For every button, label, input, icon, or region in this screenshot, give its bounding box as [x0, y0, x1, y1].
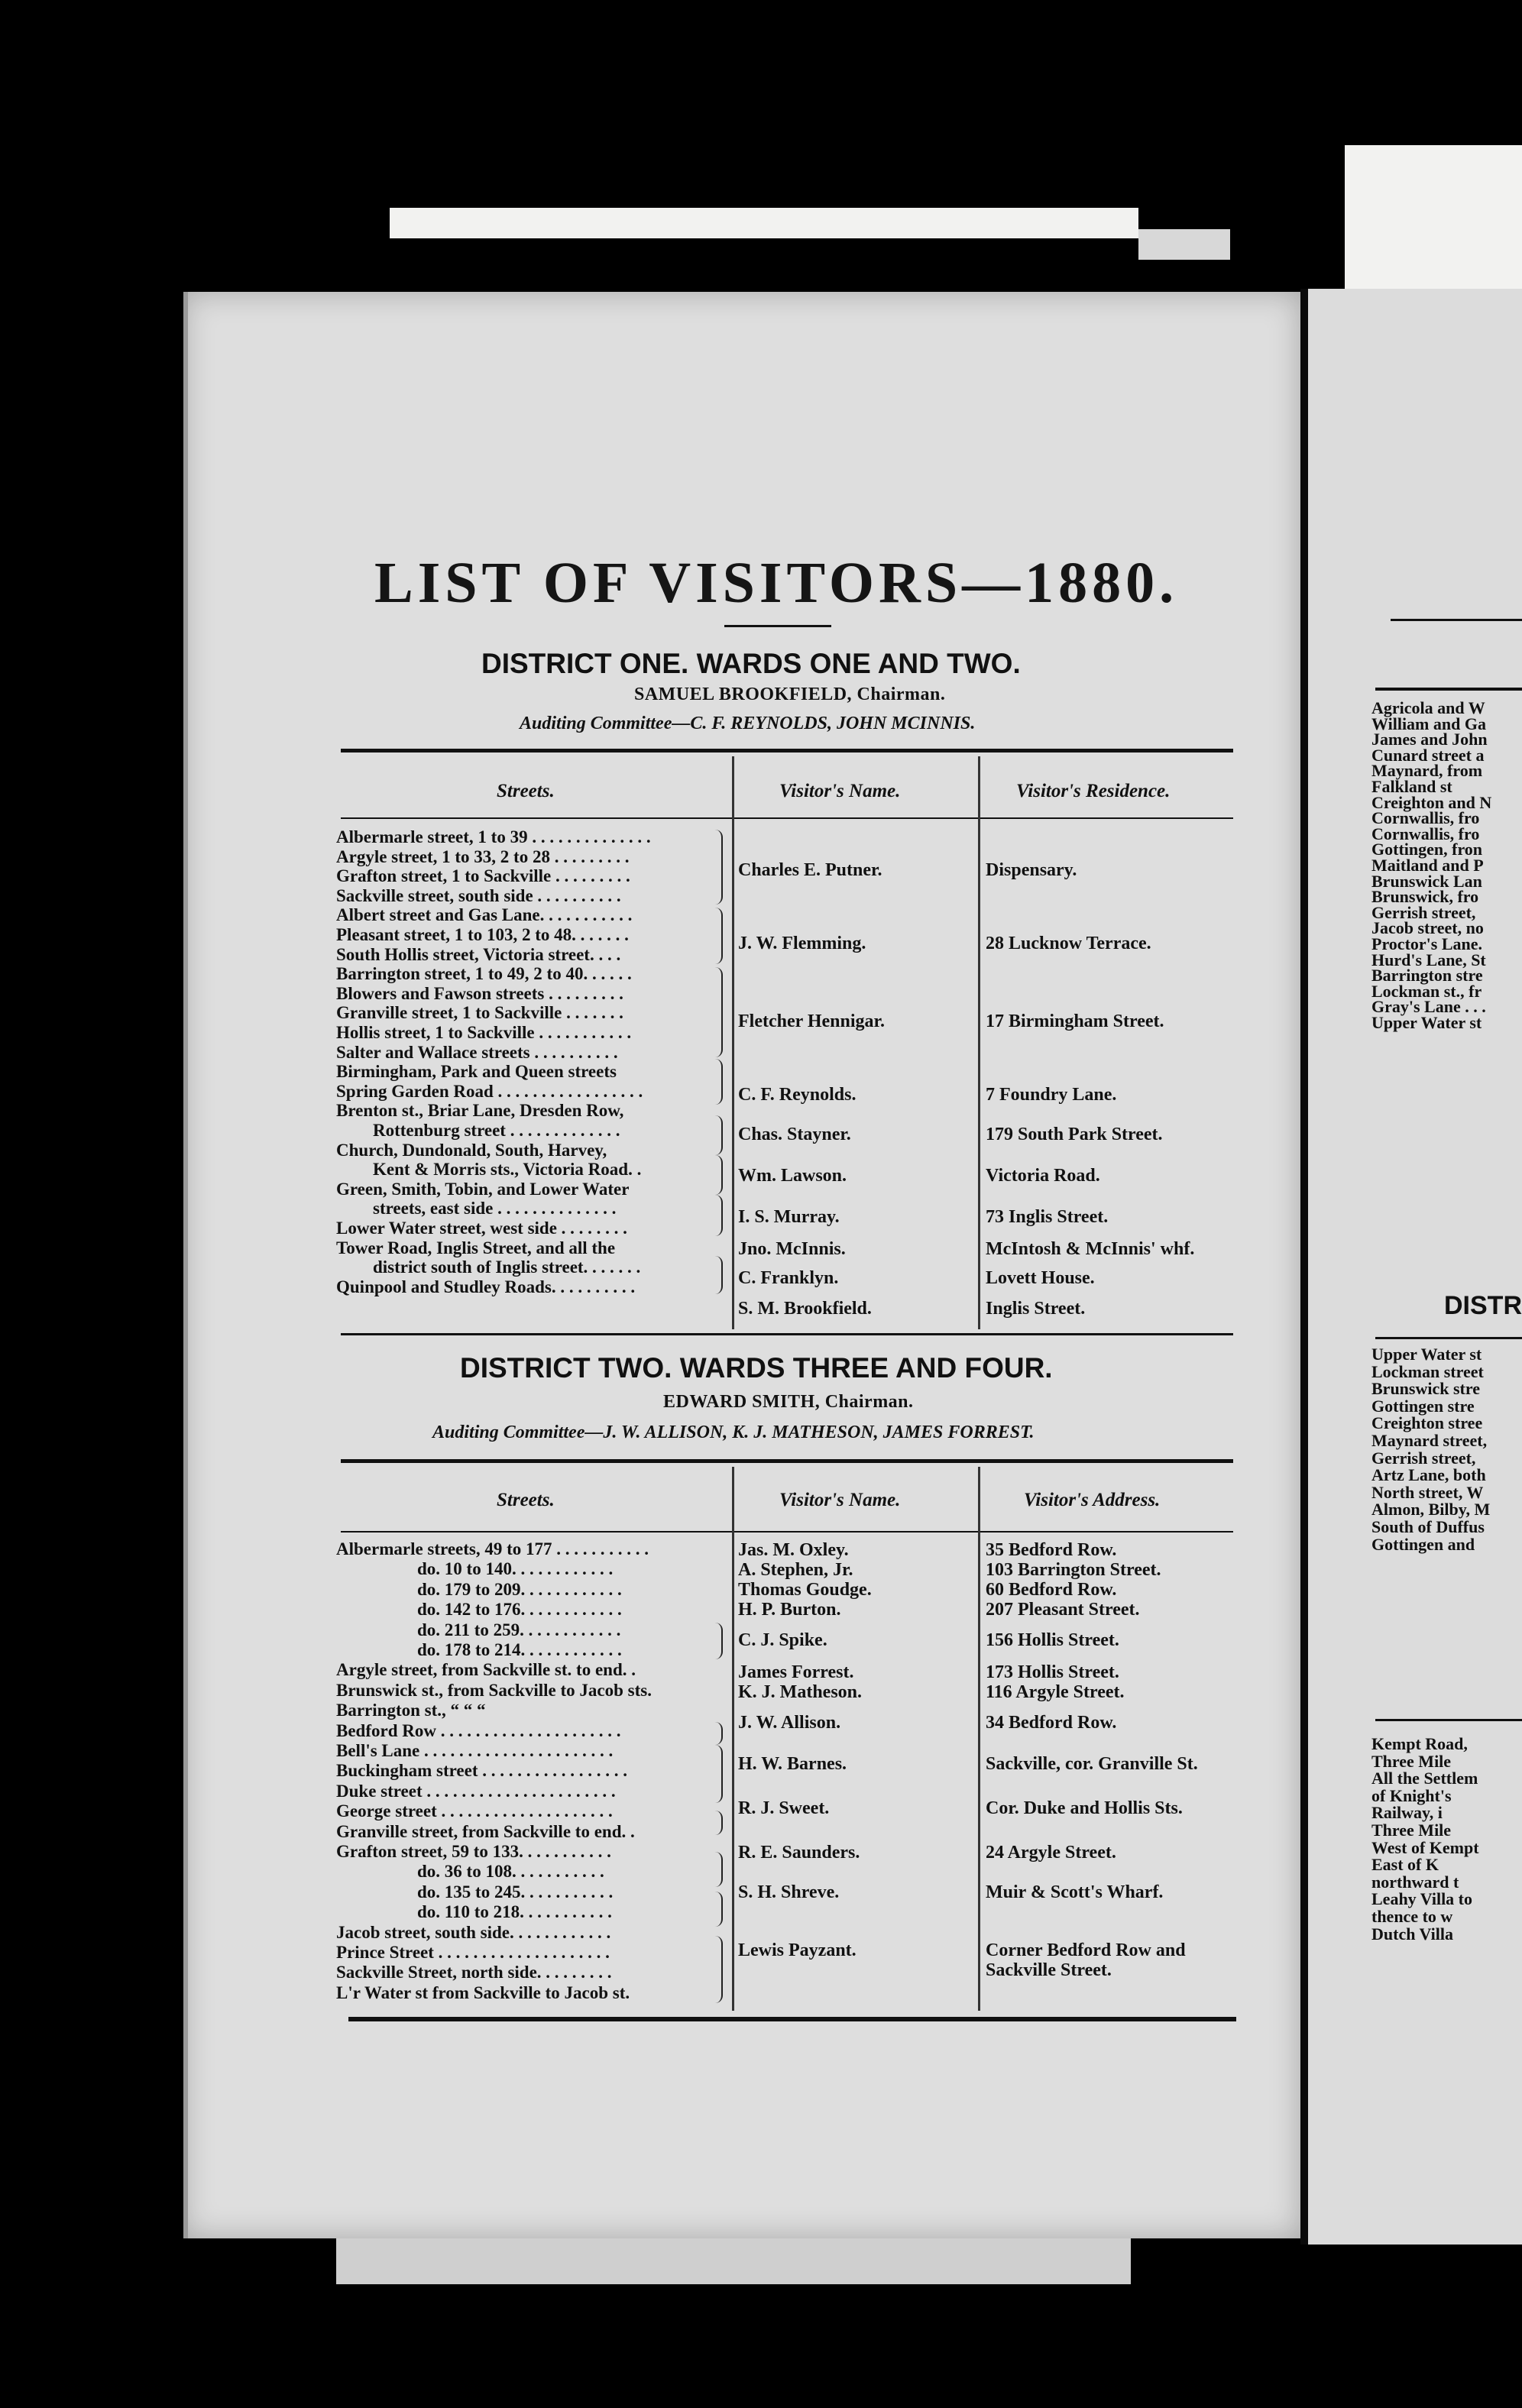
right-page-line: of Knight's — [1371, 1785, 1452, 1805]
right-page-line: Almon, Bilby, M — [1371, 1500, 1491, 1520]
street-row: do. 211 to 259. . . . . . . . . . . . — [417, 1620, 621, 1639]
visitor-address: 173 Hollis Street. — [986, 1662, 1119, 1682]
visitor-address: 35 Bedford Row. — [986, 1540, 1117, 1560]
bracket — [715, 830, 723, 905]
visitor-name: H. W. Barnes. — [738, 1754, 847, 1774]
right-page-line: Gottingen stre — [1371, 1396, 1475, 1416]
street-row: Buckingham street . . . . . . . . . . . . . . . . . — [336, 1761, 627, 1781]
visitor-address: Corner Bedford Row and — [986, 1940, 1186, 1960]
visitor-residence: Dispensary. — [986, 860, 1077, 880]
right-page-line: Brunswick, fro — [1371, 887, 1479, 907]
visitor-address: Cor. Duke and Hollis Sts. — [986, 1798, 1183, 1818]
district-two-col-divider-2 — [978, 1467, 980, 2011]
street-row: Argyle street, 1 to 33, 2 to 28 . . . . . . . . . — [336, 846, 630, 866]
street-row: Pleasant street, 1 to 103, 2 to 48. . . . . . . — [336, 925, 629, 944]
visitor-name: Wm. Lawson. — [738, 1166, 847, 1186]
right-page-line: Gray's Lane . . . — [1371, 997, 1486, 1017]
page-edge — [183, 292, 188, 2238]
street-row: Albermarle street, 1 to 39 . . . . . . . . . . . . . . — [336, 827, 651, 846]
visitor-address: 24 Argyle Street. — [986, 1843, 1116, 1863]
visitor-name: K. J. Matheson. — [738, 1682, 862, 1702]
street-row: Tower Road, Inglis Street, and all the — [336, 1238, 616, 1257]
street-row: Albert street and Gas Lane. . . . . . . . . . . — [336, 905, 633, 925]
visitor-name: R. J. Sweet. — [738, 1798, 830, 1818]
right-page-line: William and Ga — [1371, 714, 1486, 733]
street-row: Grafton street, 59 to 133. . . . . . . . . . . — [336, 1842, 611, 1861]
right-page-line: Gottingen, fron — [1371, 840, 1483, 859]
street-row: George street . . . . . . . . . . . . . . . . . . . . — [336, 1801, 613, 1821]
street-row: do. 110 to 218. . . . . . . . . . . — [417, 1902, 612, 1922]
background-paper-right — [1345, 145, 1522, 298]
visitor-name: Fletcher Hennigar. — [738, 1011, 885, 1031]
bracket — [715, 1852, 723, 1887]
bracket — [715, 1115, 723, 1155]
bracket — [715, 1155, 723, 1195]
street-row: Blowers and Fawson streets . . . . . . . . . — [336, 983, 623, 1003]
visitor-name: Chas. Stayner. — [738, 1125, 851, 1144]
right-page-line: Cunard street a — [1371, 745, 1485, 765]
district-two-col-name: Visitor's Name. — [779, 1490, 901, 1510]
street-row: Granville street, 1 to Sackville . . . . . . . — [336, 1003, 623, 1023]
right-page-line: South of Duffus — [1371, 1517, 1485, 1536]
visitor-name: S. H. Shreve. — [738, 1882, 840, 1902]
visitor-name: Thomas Goudge. — [738, 1580, 872, 1600]
visitor-name: Charles E. Putner. — [738, 860, 882, 880]
district-two-col-streets: Streets. — [497, 1490, 555, 1510]
right-page-rule-4 — [1375, 1719, 1522, 1721]
right-page-line: Gottingen and — [1371, 1534, 1475, 1554]
visitor-residence: 73 Inglis Street. — [986, 1207, 1109, 1227]
visitor-address: Sackville, cor. Granville St. — [986, 1754, 1198, 1774]
district-one-col-streets: Streets. — [497, 781, 555, 801]
visitor-residence: Lovett House. — [986, 1268, 1095, 1288]
street-row: Hollis street, 1 to Sackville . . . . . . . . . . . — [336, 1023, 632, 1042]
street-row: Rottenburg street . . . . . . . . . . . . . — [373, 1121, 620, 1140]
visitor-name: Jas. M. Oxley. — [738, 1540, 849, 1560]
street-row: Barrington street, 1 to 49, 2 to 40. . . . . . — [336, 964, 632, 984]
district-two-header-rule — [341, 1531, 1233, 1533]
right-page-line: East of K — [1371, 1855, 1439, 1875]
right-page-line: All the Settlem — [1371, 1769, 1478, 1788]
street-row: Bedford Row . . . . . . . . . . . . . . . . . . . . . — [336, 1720, 621, 1740]
street-row: Grafton street, 1 to Sackville . . . . . . . . . — [336, 866, 630, 886]
right-page-line: northward t — [1371, 1872, 1459, 1892]
background-paper-left — [390, 208, 1138, 238]
street-row: Sackville street, south side . . . . . . . . . . — [336, 885, 621, 905]
district-one-heading: DISTRICT ONE. WARDS ONE AND TWO. — [481, 648, 1021, 679]
visitor-name: J. W. Flemming. — [738, 934, 866, 953]
title-underline — [724, 625, 831, 627]
street-row: Salter and Wallace streets . . . . . . . . . . — [336, 1042, 618, 1062]
district-one-auditing: Auditing Committee—C. F. REYNOLDS, JOHN MCINNIS. — [520, 714, 976, 733]
bracket — [715, 1936, 723, 2003]
right-page-line: Brunswick Lan — [1371, 871, 1482, 891]
visitor-residence: Inglis Street. — [986, 1299, 1086, 1319]
visitor-name: H. P. Burton. — [738, 1600, 841, 1620]
right-page-line: North street, W — [1371, 1482, 1484, 1502]
street-row: Prince Street . . . . . . . . . . . . . . . . . . . . — [336, 1943, 610, 1962]
district-two-col-address: Visitor's Address. — [1024, 1490, 1161, 1510]
book-gutter — [1300, 289, 1308, 2245]
visitor-name: I. S. Murray. — [738, 1207, 840, 1227]
street-row: do. 36 to 108. . . . . . . . . . . — [417, 1862, 604, 1882]
background-paper-strip — [1138, 229, 1230, 260]
visitor-name: C. J. Spike. — [738, 1630, 827, 1650]
visitor-residence: 7 Foundry Lane. — [986, 1085, 1117, 1105]
right-page-line: Creighton stree — [1371, 1413, 1483, 1433]
street-row: Green, Smith, Tobin, and Lower Water — [336, 1179, 630, 1199]
street-row: Spring Garden Road . . . . . . . . . . . . . . . . . — [336, 1081, 643, 1101]
visitor-name: Jno. McInnis. — [738, 1239, 846, 1259]
visitor-name: A. Stephen, Jr. — [738, 1560, 853, 1580]
visitor-address: 34 Bedford Row. — [986, 1713, 1117, 1733]
district-one-col-residence: Visitor's Residence. — [1016, 781, 1171, 801]
street-row: do. 135 to 245. . . . . . . . . . . — [417, 1882, 614, 1901]
visitor-name: R. E. Saunders. — [738, 1843, 860, 1863]
bracket — [715, 1623, 723, 1659]
visitor-residence: McIntosh & McInnis' whf. — [986, 1239, 1195, 1259]
right-page-line: Three Mile — [1371, 1821, 1452, 1840]
visitor-name: Lewis Payzant. — [738, 1940, 857, 1960]
street-row: South Hollis street, Victoria street. . . . — [336, 944, 621, 964]
street-row: Quinpool and Studley Roads. . . . . . . . . . — [336, 1277, 636, 1296]
street-row: Bell's Lane . . . . . . . . . . . . . . . . . . . . . . — [336, 1741, 614, 1760]
right-page-line: Three Mile — [1371, 1751, 1452, 1771]
right-page-line: Gerrish street, — [1371, 1448, 1476, 1468]
street-row: do. 179 to 209. . . . . . . . . . . . — [417, 1579, 622, 1599]
street-row: Barrington st., “ “ “ — [336, 1701, 486, 1720]
district-two-top-rule — [341, 1459, 1233, 1463]
visitor-address: Sackville Street. — [986, 1960, 1112, 1980]
district-one-col-name: Visitor's Name. — [779, 781, 901, 801]
right-page-rule-3 — [1375, 1337, 1522, 1339]
right-page-line: Hurd's Lane, St — [1371, 950, 1486, 969]
visitor-address: 207 Pleasant Street. — [986, 1600, 1140, 1620]
right-page-line: thence to w — [1371, 1907, 1453, 1926]
district-two-col-divider-1 — [732, 1467, 734, 2011]
street-row: Albermarle streets, 49 to 177 . . . . . . . . . . . — [336, 1539, 649, 1558]
bracket — [715, 1811, 723, 1835]
visitor-name: C. F. Reynolds. — [738, 1085, 857, 1105]
right-page-line: Falkland st — [1371, 777, 1452, 796]
district-two-chairman: EDWARD SMITH, Chairman. — [663, 1392, 914, 1412]
right-page-line: Lockman st., fr — [1371, 981, 1482, 1001]
visitor-residence: 17 Birmingham Street. — [986, 1011, 1164, 1031]
right-page-rule-2 — [1375, 688, 1522, 691]
visitor-address: 103 Barrington Street. — [986, 1560, 1161, 1580]
visitor-address: 116 Argyle Street. — [986, 1682, 1125, 1702]
right-page-line: Upper Water st — [1371, 1345, 1482, 1364]
visitor-address: Muir & Scott's Wharf. — [986, 1882, 1164, 1902]
visitor-name: S. M. Brookfield. — [738, 1299, 872, 1319]
district-two-top-separator — [341, 1333, 1233, 1335]
street-row: district south of Inglis street. . . . . . . — [373, 1257, 641, 1277]
right-page-line: Dutch Villa — [1371, 1924, 1453, 1944]
bracket — [715, 967, 723, 1057]
street-row: Argyle street, from Sackville st. to end. . — [336, 1660, 636, 1680]
right-page-line: Barrington stre — [1371, 966, 1483, 986]
visitor-name: James Forrest. — [738, 1662, 854, 1682]
street-row: L'r Water st from Sackville to Jacob st. — [336, 1982, 630, 2002]
right-page-line: Artz Lane, both — [1371, 1465, 1486, 1485]
street-row: Brunswick st., from Sackville to Jacob sts. — [336, 1680, 652, 1700]
bracket — [715, 1059, 723, 1105]
visitor-name: C. Franklyn. — [738, 1268, 839, 1288]
bracket — [715, 1745, 723, 1803]
street-row: Lower Water street, west side . . . . . . . . — [336, 1219, 627, 1238]
district-one-header-rule — [341, 817, 1233, 819]
right-page-line: Brunswick stre — [1371, 1379, 1480, 1399]
right-page-line: Leahy Villa to — [1371, 1889, 1473, 1909]
street-row: Granville street, from Sackville to end. . — [336, 1821, 635, 1841]
street-row: Sackville Street, north side. . . . . . . . . — [336, 1963, 612, 1982]
visitor-address: 156 Hollis Street. — [986, 1630, 1119, 1650]
district-one-top-rule — [341, 749, 1233, 752]
district-one-col-divider-1 — [732, 756, 734, 1329]
right-page-line: Railway, i — [1371, 1803, 1443, 1823]
district-one-chairman: SAMUEL BROOKFIELD, Chairman. — [634, 685, 946, 704]
street-row: do. 142 to 176. . . . . . . . . . . . — [417, 1600, 622, 1620]
visitor-residence: 179 South Park Street. — [986, 1125, 1163, 1144]
right-page-line: James and John — [1371, 730, 1488, 749]
right-page-line: Upper Water st — [1371, 1013, 1482, 1032]
right-page-line: Cornwallis, fro — [1371, 824, 1480, 843]
right-page-line: Maitland and P — [1371, 856, 1484, 875]
street-row: Church, Dundonald, South, Harvey, — [336, 1140, 607, 1160]
visitor-address: 60 Bedford Row. — [986, 1580, 1117, 1600]
district-one-col-divider-2 — [978, 756, 980, 1329]
bracket — [715, 1195, 723, 1236]
street-row: Jacob street, south side. . . . . . . . . . . . — [336, 1922, 611, 1942]
right-page-line: Lockman street — [1371, 1361, 1484, 1381]
visitor-name: J. W. Allison. — [738, 1713, 841, 1733]
right-page-line: Jacob street, no — [1371, 918, 1484, 938]
district-two-auditing: Auditing Committee—J. W. ALLISON, K. J. MATHESON, JAMES FORREST. — [432, 1422, 1035, 1442]
right-page — [1308, 289, 1522, 2245]
district-two-bottom-rule — [348, 2017, 1236, 2021]
page-title: LIST OF VISITORS—1880. — [374, 551, 1179, 615]
street-row: Birmingham, Park and Queen streets — [336, 1062, 617, 1082]
right-page-line: Maynard, from — [1371, 761, 1483, 781]
background-paper-bottom — [336, 2238, 1131, 2284]
visitor-residence: Victoria Road. — [986, 1166, 1100, 1186]
right-page-rule-1 — [1391, 619, 1522, 621]
right-page-line: Creighton and N — [1371, 792, 1492, 812]
street-row: streets, east side . . . . . . . . . . . . . . — [373, 1199, 617, 1219]
right-page-line: Agricola and W — [1371, 698, 1485, 717]
street-row: Brenton st., Briar Lane, Dresden Row, — [336, 1101, 624, 1121]
bracket — [715, 1892, 723, 1927]
street-row: Kent & Morris sts., Victoria Road. . — [373, 1160, 642, 1180]
right-page-heading: DISTR — [1444, 1291, 1522, 1320]
right-page-line: West of Kempt — [1371, 1837, 1479, 1857]
right-page-line: Proctor's Lane. — [1371, 934, 1483, 953]
street-row: do. 10 to 140. . . . . . . . . . . . — [417, 1559, 614, 1579]
right-page-line: Gerrish street, — [1371, 902, 1476, 922]
visitor-residence: 28 Lucknow Terrace. — [986, 934, 1151, 953]
right-page-line: Cornwallis, fro — [1371, 808, 1480, 828]
right-page-line: Maynard street, — [1371, 1431, 1488, 1450]
right-page-line: Kempt Road, — [1371, 1734, 1468, 1753]
street-row: do. 178 to 214. . . . . . . . . . . . — [417, 1640, 622, 1659]
bracket — [715, 1256, 723, 1294]
bracket — [715, 908, 723, 964]
street-row: Duke street . . . . . . . . . . . . . . . . . . . . . . — [336, 1781, 616, 1801]
district-two-heading: DISTRICT TWO. WARDS THREE AND FOUR. — [460, 1352, 1053, 1384]
